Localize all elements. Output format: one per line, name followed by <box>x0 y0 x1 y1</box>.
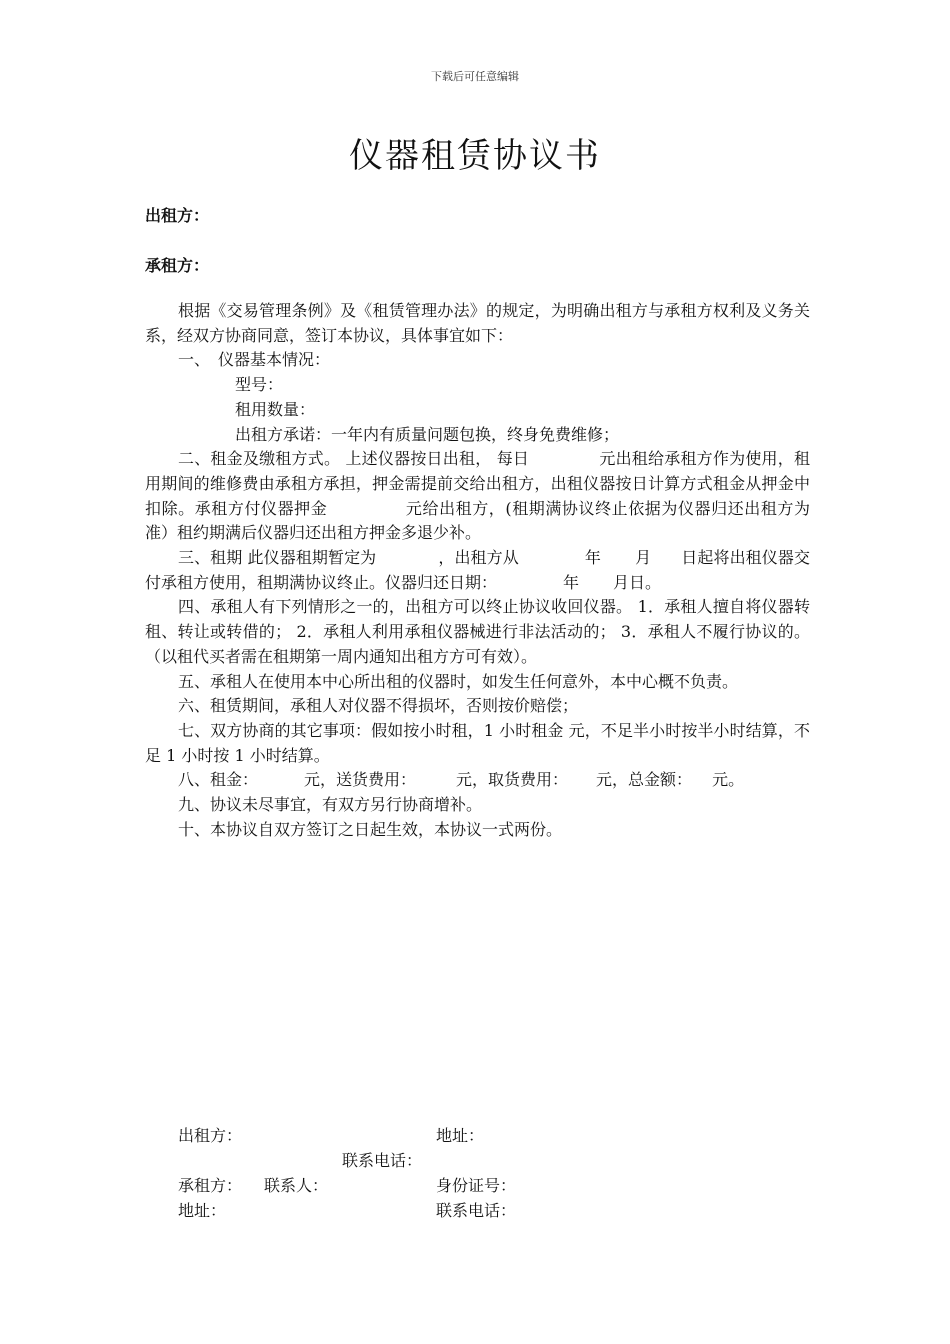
section-6: 六、租赁期间，承租人对仪器不得损坏，否则按价赔偿； <box>178 696 579 716</box>
sig-address-1: 地址： <box>436 1126 485 1145</box>
sig-phone-1: 联系电话： <box>342 1151 423 1170</box>
lessor-label: 出租方： <box>145 206 210 225</box>
section-3-part-b: ，出租方从 <box>438 548 519 568</box>
section-1-model: 型号： <box>235 375 284 395</box>
section-2 <box>145 447 810 546</box>
section-3-part-c: 日起将出租仪器交付承租方使用，租期满协议终止。仪器归还日期： <box>145 548 810 592</box>
section-8 <box>145 768 810 793</box>
section-8-pickup: 元，取货费用： <box>456 770 569 790</box>
sig-lessee: 承租方： <box>178 1176 243 1195</box>
sig-id-number: 身份证号： <box>436 1176 517 1195</box>
section-4: 四、承租人有下列情形之一的，出租方可以终止协议收回仪器。 1．承租人擅自将仪器转租、转让或转借的； 2．承租人利用承租仪器械进行非法活动的； 3．承租人不履行协议的。（以租代买者需在租期第一周内通知出租方方可有效）。 <box>145 597 810 666</box>
section-2-part-c: 元给出租方，(租期满协议终止依据为仪器归还出租方为准）租约期满后仪器归还出租方押金多退少补。 <box>145 498 810 543</box>
section-3-part-a: 三、租期 此仪器租期暂定为 <box>178 548 377 568</box>
section-3-month-2: 月 <box>613 572 630 592</box>
sig-phone-2: 联系电话： <box>436 1201 517 1220</box>
signature-block <box>178 1123 778 1223</box>
section-2-part-a: 二、租金及缴租方式。 上述仪器按日出租， 每日 <box>178 449 530 469</box>
section-1-promise: 出租方承诺：一年内有质量问题包换，终身免费维修； <box>235 424 620 444</box>
lessee-label: 承租方： <box>145 256 210 275</box>
section-8-delivery: 元，送货费用： <box>304 770 417 790</box>
section-9: 九、协议未尽事宜，有双方另行协商增补。 <box>178 795 483 815</box>
agreement-body <box>145 299 810 842</box>
page-title: 仪器租赁协议书 <box>349 136 601 176</box>
signature-row-2 <box>178 1148 778 1173</box>
signature-row-1 <box>178 1123 778 1148</box>
signature-row-4 <box>178 1198 778 1223</box>
sig-lessor: 出租方： <box>178 1126 243 1145</box>
intro-paragraph: 根据《交易管理条例》及《租赁管理办法》的规定，为明确出租方与承租方权利及义务关系，经双方协商同意，签订本协议，具体事宜如下： <box>145 301 810 345</box>
section-8-end: 元。 <box>712 770 745 790</box>
section-2-part-b: 元出租给承租方作为使用，租用期间的维修费由承租方承担，押金需提前交给出租方，出租仪器按日计算方式租金从押金中扣除。承租方付仪器押金 <box>145 449 810 518</box>
section-3 <box>145 546 810 595</box>
signature-row-3 <box>178 1173 778 1198</box>
section-7: 七、双方协商的其它事项：假如按小时租，1 小时租金 元，不足半小时按半小时结算，不足 1 小时按 1 小时结算。 <box>145 720 810 765</box>
header-note: 下载后可任意编辑 <box>431 70 519 83</box>
sig-contact: 联系人： <box>264 1176 329 1195</box>
section-8-total: 元，总金额： <box>596 770 693 790</box>
section-8-rent: 八、租金： <box>178 770 259 790</box>
section-1-quantity: 租用数量： <box>235 399 316 419</box>
section-5: 五、承租人在使用本中心所出租的仪器时，如发生任何意外，本中心概不负责。 <box>178 671 739 691</box>
section-10: 十、本协议自双方签订之日起生效，本协议一式两份。 <box>178 819 563 839</box>
section-3-year: 年 <box>584 548 602 568</box>
section-3-day-2: 日。 <box>629 572 662 592</box>
section-3-year-2: 年 <box>563 572 580 592</box>
sig-address-2: 地址： <box>178 1201 227 1220</box>
section-1-heading: 一、 仪器基本情况： <box>178 350 331 370</box>
section-3-month: 月 <box>635 548 652 568</box>
